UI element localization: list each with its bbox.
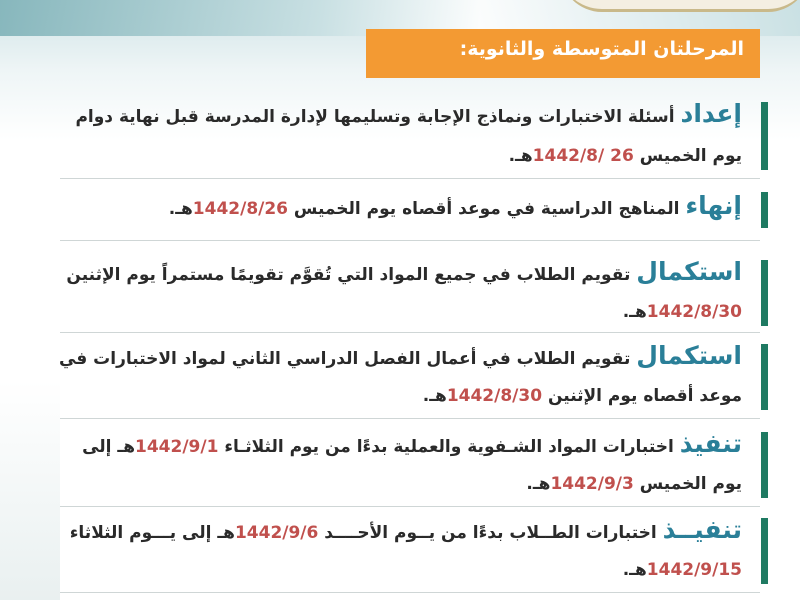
divider xyxy=(60,332,760,333)
task-item-finish xyxy=(60,190,760,230)
item-text: هـ. xyxy=(422,386,447,406)
item-date: 1442/9/1 xyxy=(135,437,219,457)
item-line xyxy=(623,298,742,326)
item-keyword: استكمال xyxy=(636,257,742,286)
item-text: هـ. xyxy=(622,302,647,322)
item-date: 1442/9/3 xyxy=(550,474,634,494)
item-date: 1442/9/15 xyxy=(646,560,742,580)
item-line xyxy=(169,192,742,223)
item-text: أسئلة الاختبارات ونماذج الإجابة وتسليمها لإدارة المدرسة قبل نهاية دوام xyxy=(75,107,681,127)
task-item-complete-continuous xyxy=(60,258,760,328)
item-accent-bar xyxy=(761,432,768,498)
top-decorative-arc xyxy=(560,0,800,12)
divider xyxy=(60,418,760,419)
item-keyword: إنهاء xyxy=(685,191,742,220)
item-line xyxy=(509,142,742,170)
item-keyword: تنفيــذ xyxy=(662,515,742,544)
item-keyword: إعداد xyxy=(680,99,742,128)
section-title: المرحلتان المتوسطة والثانوية: xyxy=(459,38,744,60)
task-item-execute-oral xyxy=(60,430,760,500)
item-text: موعد أقصاه يوم الإثنين xyxy=(542,386,742,406)
item-line xyxy=(59,342,742,373)
item-keyword: استكمال xyxy=(636,341,742,370)
task-item-complete-coursework xyxy=(60,342,760,412)
item-keyword: تنفيذ xyxy=(679,429,742,458)
item-text: هـ. xyxy=(508,146,533,166)
item-text: هـ. xyxy=(526,474,551,494)
divider xyxy=(60,506,760,507)
divider xyxy=(60,178,760,179)
item-accent-bar xyxy=(761,518,768,584)
item-text: هـ إلى xyxy=(82,437,136,457)
item-line xyxy=(423,382,742,410)
item-line xyxy=(70,516,742,547)
item-accent-bar xyxy=(761,102,768,170)
item-date: 1442/8/30 xyxy=(646,302,742,322)
item-text: المناهج الدراسية في موعد أقصاه يوم الخميس xyxy=(288,199,686,219)
item-line xyxy=(75,100,742,131)
item-text: تقويم الطلاب في أعمال الفصل الدراسي الثاني لمواد الاختبارات في xyxy=(58,349,637,369)
item-date: 1442/8/26 xyxy=(192,199,289,219)
item-text: تقويم الطلاب في جميع المواد التي تُقوَّم تقويمًا مستمراً يوم الإثنين xyxy=(66,265,637,285)
item-accent-bar xyxy=(761,344,768,410)
item-line xyxy=(526,470,742,498)
item-text: هـ إلى يـــوم الثلاثاء xyxy=(69,523,235,543)
item-date: 1442/9/6 xyxy=(234,523,319,543)
background-decoration xyxy=(0,380,60,600)
item-accent-bar xyxy=(761,192,768,228)
item-date: 26 /1442/8 xyxy=(532,146,634,166)
item-line xyxy=(623,556,742,584)
item-line xyxy=(66,258,742,289)
item-text: هـ. xyxy=(168,199,193,219)
section-header xyxy=(366,29,760,78)
item-line xyxy=(82,430,742,461)
item-text: هـ. xyxy=(622,560,647,580)
task-item-execute-exams xyxy=(60,516,760,586)
task-item-prepare xyxy=(60,100,760,170)
divider xyxy=(60,592,760,593)
item-text: اختبارات المواد الشـفوية والعملية بدءًا من يوم الثلاثـاء xyxy=(218,437,680,457)
divider xyxy=(60,240,760,241)
item-text: يوم الخميس xyxy=(633,474,742,494)
item-accent-bar xyxy=(761,260,768,326)
item-date: 1442/8/30 xyxy=(446,386,543,406)
item-text: اختبارات الطــلاب بدءًا من يــوم الأحــــد xyxy=(318,523,663,543)
item-text: يوم الخميس xyxy=(633,146,742,166)
